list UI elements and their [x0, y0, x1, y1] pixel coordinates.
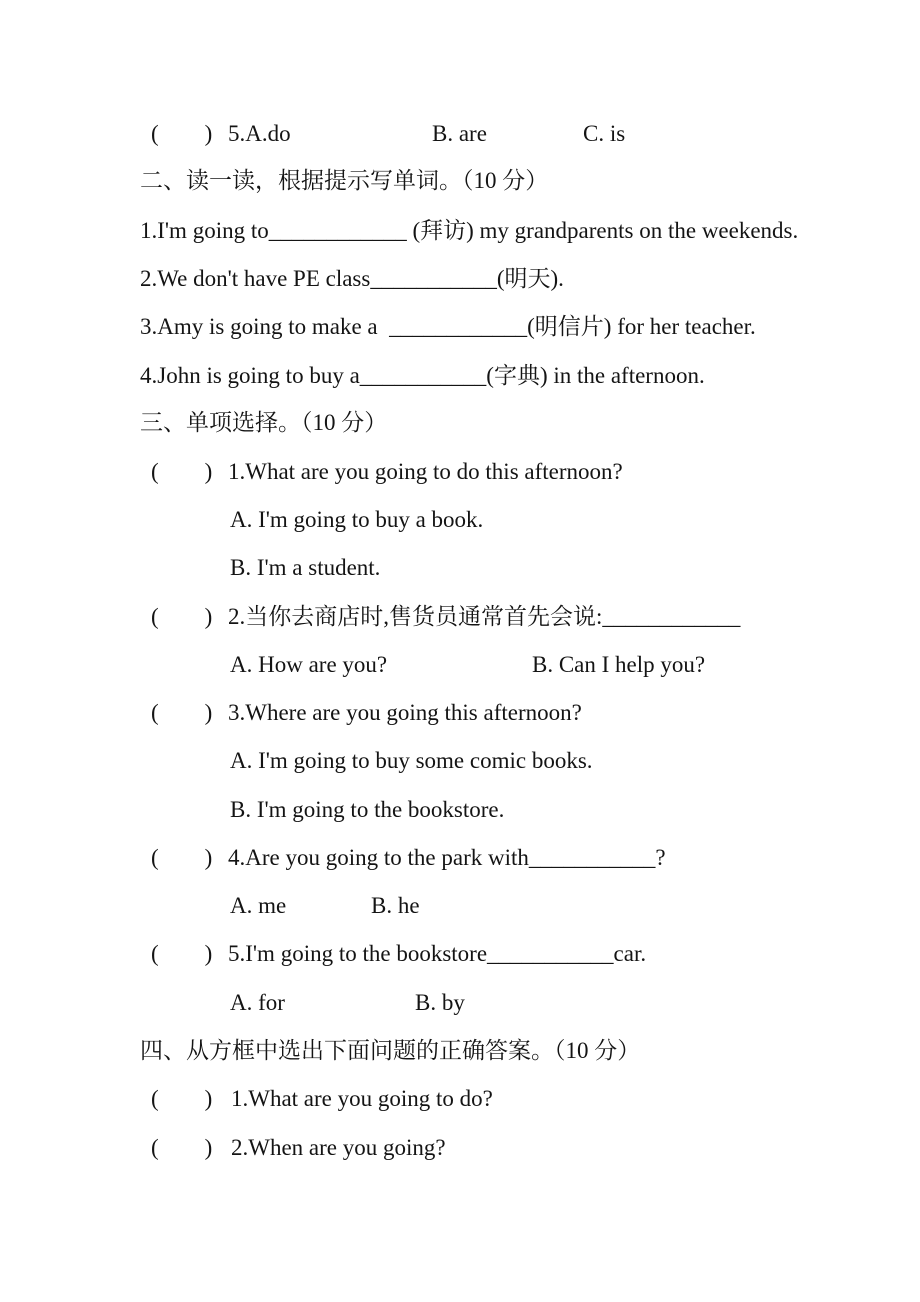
answer-bracket: ( ) — [151, 700, 213, 725]
mc-question-3-option-b: B. I'm going to the bookstore. — [230, 797, 505, 822]
answer-bracket: ( ) — [151, 121, 213, 146]
mc-question-1-option-b: B. I'm a student. — [230, 555, 381, 580]
answer-bracket: ( ) — [151, 1135, 213, 1160]
mc-question-2-option-b: B. Can I help you? — [532, 652, 706, 677]
mc-question-3-stem: 3.Where are you going this afternoon? — [228, 700, 582, 725]
mc-question-2-stem: 2.当你去商店时,售货员通常首先会说:____________ — [228, 604, 741, 629]
fill-blank-item-1: 1.I'm going to____________ (拜访) my grandparents on the weekends. — [140, 218, 799, 243]
carryover-option-b: B. are — [432, 121, 487, 146]
carryover-question-stem: 5.A.do — [228, 121, 291, 146]
mc-question-5-stem: 5.I'm going to the bookstore___________car. — [228, 941, 647, 966]
carryover-option-c: C. is — [583, 121, 626, 146]
answer-bracket: ( ) — [151, 604, 213, 629]
mc-question-2-option-a: A. How are you? — [230, 652, 388, 677]
mc-question-4-option-b: B. he — [371, 893, 420, 918]
fill-blank-item-2: 2.We don't have PE class___________(明天). — [140, 266, 564, 291]
match-question-1-stem: 1.What are you going to do? — [231, 1086, 493, 1111]
answer-bracket: ( ) — [151, 459, 213, 484]
mc-question-5-option-a: A. for — [230, 990, 285, 1015]
answer-bracket: ( ) — [151, 941, 213, 966]
answer-bracket: ( ) — [151, 845, 213, 870]
mc-question-4-stem: 4.Are you going to the park with___________? — [228, 845, 666, 870]
mc-question-1-option-a: A. I'm going to buy a book. — [230, 507, 484, 532]
fill-blank-item-3: 3.Amy is going to make a ____________(明信片) for her teacher. — [140, 314, 756, 339]
fill-blank-item-4: 4.John is going to buy a___________(字典) in the afternoon. — [140, 363, 705, 388]
answer-bracket: ( ) — [151, 1086, 213, 1111]
mc-question-5-option-b: B. by — [415, 990, 465, 1015]
section-three-heading: 三、单项选择。（10 分） — [140, 410, 388, 435]
mc-question-3-option-a: A. I'm going to buy some comic books. — [230, 748, 593, 773]
match-question-2-stem: 2.When are you going? — [231, 1135, 446, 1160]
mc-question-1-stem: 1.What are you going to do this afternoon? — [228, 459, 623, 484]
section-two-heading: 二、读一读，根据提示写单词。（10 分） — [140, 168, 549, 193]
section-four-heading: 四、从方框中选出下面问题的正确答案。（10 分） — [140, 1038, 641, 1063]
mc-question-4-option-a: A. me — [230, 893, 287, 918]
